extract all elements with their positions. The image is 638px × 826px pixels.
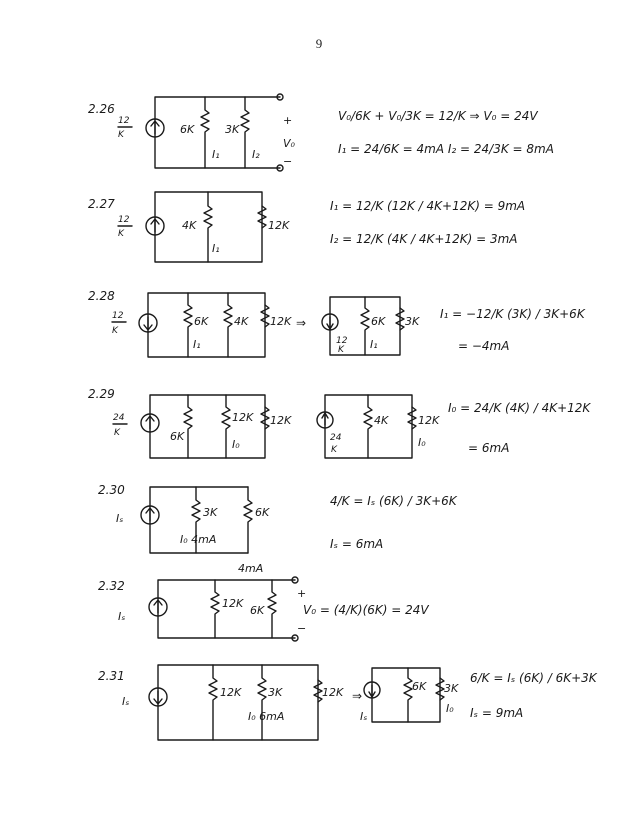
resistor-icon xyxy=(241,97,249,168)
equation-line: Iₛ = 6mA xyxy=(330,537,384,551)
resistor-label: 4K xyxy=(374,414,389,427)
output-plus: + xyxy=(283,114,293,127)
resistor-label: 12K xyxy=(322,686,344,699)
current-label: I₁ xyxy=(212,242,220,255)
output-minus: − xyxy=(297,622,307,635)
source-numerator: 24 xyxy=(113,413,125,423)
equivalence-arrow: ⇒ xyxy=(296,316,307,330)
source-numerator: 12 xyxy=(118,116,130,126)
resistor-label: 4K xyxy=(234,315,249,328)
resistor-label: 12K xyxy=(222,597,244,610)
source-denominator: K xyxy=(331,445,337,455)
problem-label: 2.28 xyxy=(88,289,115,303)
resistor-label: 4K xyxy=(182,219,197,232)
current-label: I₀ 6mA xyxy=(248,710,285,723)
resistor-icon xyxy=(268,580,276,638)
current-label: I₀ 4mA xyxy=(180,533,217,546)
resistor-icon xyxy=(222,395,230,458)
resistor-label: 3K xyxy=(444,682,459,695)
resistor-label: 6K xyxy=(255,506,270,519)
resistor-icon xyxy=(209,665,217,740)
equation-line: I₂ = 12/K (4K / 4K+12K) = 3mA xyxy=(330,232,518,246)
current-label: I₁ xyxy=(193,338,201,351)
source-denominator: K xyxy=(338,345,344,355)
resistor-label: 12K xyxy=(268,219,290,232)
resistor-label: 12K xyxy=(220,686,242,699)
problem-2-26 xyxy=(88,94,554,171)
current-label: I₁ xyxy=(370,338,378,351)
current-label: I₀ xyxy=(232,438,240,451)
source-numerator: 24 xyxy=(330,433,342,443)
current-label: 4mA xyxy=(238,562,264,575)
problem-label: 2.29 xyxy=(88,387,115,401)
source-denominator: K xyxy=(118,130,124,140)
source-label: Iₛ xyxy=(118,610,126,623)
resistor-label: 6K xyxy=(412,680,427,693)
resistor-icon xyxy=(201,97,209,168)
current-label: I₀ xyxy=(418,436,426,449)
source-numerator: 12 xyxy=(112,311,124,321)
resistor-icon xyxy=(404,668,412,722)
source-denominator: K xyxy=(114,428,120,438)
output-voltage-label: V₀ xyxy=(283,137,295,150)
problem-2-30 xyxy=(98,483,458,553)
resistor-label: 3K xyxy=(268,686,283,699)
equivalence-arrow: ⇒ xyxy=(352,689,363,703)
resistor-label: 12K xyxy=(418,414,440,427)
problem-2-32 xyxy=(98,562,429,641)
current-label: I₀ xyxy=(446,702,454,715)
problem-label: 2.30 xyxy=(98,483,125,497)
source-label: Iₛ xyxy=(122,695,130,708)
resistor-icon xyxy=(364,395,372,458)
equation-line: 4/K = Iₛ (6K) / 3K+6K xyxy=(330,494,457,508)
resistor-label: 3K xyxy=(225,123,240,136)
source-numerator: 12 xyxy=(336,336,348,346)
source-label: Iₛ xyxy=(116,512,124,525)
resistor-label: 6K xyxy=(371,315,386,328)
problem-2-29 xyxy=(88,387,591,458)
equation-line: I₀ = 24/K (4K) / 4K+12K xyxy=(448,401,591,415)
problem-label: 2.32 xyxy=(98,579,125,593)
resistor-icon xyxy=(244,487,252,553)
resistor-icon xyxy=(361,297,369,355)
resistor-icon xyxy=(204,192,212,262)
problem-2-27 xyxy=(88,192,525,262)
resistor-label: 3K xyxy=(203,506,218,519)
equation-line: V₀ = (4/K)(6K) = 24V xyxy=(303,603,429,617)
equation-line: Iₛ = 9mA xyxy=(470,706,524,720)
resistor-icon xyxy=(184,395,192,458)
equation-line: = −4mA xyxy=(458,339,510,353)
page-number: 9 xyxy=(315,36,323,51)
equation-line: V₀/6K + V₀/3K = 12/K ⇒ V₀ = 24V xyxy=(338,109,538,123)
resistor-label: 6K xyxy=(194,315,209,328)
equation-line: I₁ = −12/K (3K) / 3K+6K xyxy=(440,307,585,321)
resistor-label: 12K xyxy=(270,414,292,427)
problem-2-28 xyxy=(88,289,586,357)
resistor-label: 3K xyxy=(405,315,420,328)
source-denominator: K xyxy=(118,229,124,239)
resistor-icon xyxy=(184,293,192,357)
resistor-label: 6K xyxy=(250,604,265,617)
output-minus: − xyxy=(283,155,293,168)
resistor-label: 6K xyxy=(170,430,185,443)
current-label: I₁ xyxy=(212,148,220,161)
problem-2-31 xyxy=(98,665,598,740)
problem-label: 2.26 xyxy=(88,102,115,116)
current-label: I₂ xyxy=(252,148,260,161)
resistor-icon xyxy=(224,293,232,357)
equation-line: I₁ = 24/6K = 4mA I₂ = 24/3K = 8mA xyxy=(338,142,554,156)
source-denominator: K xyxy=(112,326,118,336)
resistor-label: 6K xyxy=(180,123,195,136)
problem-label: 2.27 xyxy=(88,197,115,211)
resistor-label: 12K xyxy=(270,315,292,328)
problem-label: 2.31 xyxy=(98,669,125,683)
source-label: Iₛ xyxy=(360,710,368,723)
source-numerator: 12 xyxy=(118,215,130,225)
resistor-label: 12K xyxy=(232,411,254,424)
equation-line: 6/K = Iₛ (6K) / 6K+3K xyxy=(470,671,597,685)
equation-line: I₁ = 12/K (12K / 4K+12K) = 9mA xyxy=(330,199,526,213)
equation-line: = 6mA xyxy=(468,441,510,455)
resistor-icon xyxy=(211,580,219,638)
output-plus: + xyxy=(297,587,307,600)
resistor-icon xyxy=(258,665,266,740)
